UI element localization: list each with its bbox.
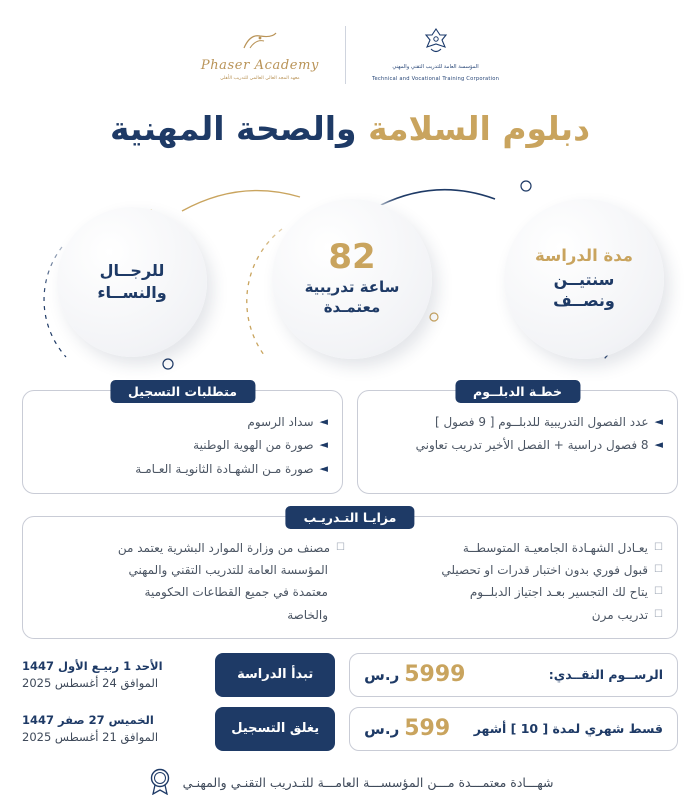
circle-hours-value: 82 — [328, 237, 376, 278]
list-item — [355, 581, 663, 603]
list-item — [37, 559, 345, 581]
list-item — [355, 559, 663, 581]
panel-training-benefits — [22, 510, 678, 639]
list-item — [355, 604, 663, 626]
phaser-academy-logo-icon — [240, 30, 280, 56]
square-bullet-icon: ☐ — [654, 608, 663, 620]
info-panels — [0, 383, 700, 494]
study-start-dates — [22, 653, 207, 697]
plan-item-1: عدد الفصول التدريبية للدبلــوم [ 9 فصول ] — [434, 414, 649, 429]
title-part-2: والصحة المهنية — [109, 109, 357, 148]
benefits-left-column — [37, 537, 345, 626]
req-item-3: صورة مـن الشهـادة الثانويـة العـامـة — [135, 461, 314, 476]
study-start-gregorian: الموافق 24 أغسطس 2025 — [22, 675, 159, 690]
square-bullet-icon: ☐ — [654, 564, 663, 576]
registration-close-dates — [22, 707, 207, 751]
benefit-right-3: يتاح لك التجسير بعـد اجتياز الدبلــوم — [469, 585, 649, 600]
benefit-right-4: تدريب مرن — [591, 607, 649, 622]
list-item — [37, 411, 328, 434]
academy-subtitle: معهد المجد العالي العالمي للتدريب الأهلي — [220, 75, 300, 81]
tvtc-caption-en: Technical and Vocational Training Corporation — [371, 76, 500, 82]
circle-hours — [272, 199, 432, 359]
dates-section — [22, 653, 335, 751]
registration-close-hijri: الخميس 27 صفر 1447 — [22, 712, 154, 727]
tvtc-logo-icon — [419, 26, 453, 60]
list-item — [37, 604, 345, 626]
square-bullet-icon: ☐ — [654, 542, 663, 554]
cash-fee-value-group — [364, 662, 465, 687]
cash-fee-label: الرســوم النقــدي: — [548, 667, 663, 683]
panel-benefits-title: مزايـا التـدريـب — [286, 506, 415, 529]
panel-registration-requirements — [22, 383, 343, 494]
header-logos — [0, 0, 700, 92]
list-item — [37, 581, 345, 603]
certified-badge-icon — [147, 767, 173, 799]
study-start-row — [22, 653, 335, 697]
study-start-hijri: الأحد 1 ربيـع الأول 1447 — [22, 658, 163, 673]
circle-duration-line2: ونصــف — [553, 291, 615, 311]
benefit-right-2: قبول فوري بدون اختبار قدرات او تحصيلي — [441, 563, 649, 578]
bullet-icon: ◄ — [654, 438, 663, 452]
benefit-right-1: يعـادل الشهـادة الجامعيـة المتوسطــة — [462, 541, 649, 556]
list-item — [372, 411, 663, 434]
fees-and-dates — [0, 653, 700, 751]
page-title — [0, 108, 700, 151]
circle-duration-head: مدة الدراسة — [535, 245, 634, 265]
bullet-icon: ◄ — [319, 461, 328, 475]
monthly-fee-value: 599 — [404, 716, 451, 742]
fees-section — [349, 653, 678, 751]
list-item — [37, 458, 328, 481]
monthly-fee-label: قسط شهري لمدة [ 10 ] أشهر — [473, 721, 663, 737]
monthly-fee-box — [349, 707, 678, 751]
req-item-1: سداد الرسوم — [247, 414, 314, 429]
square-bullet-icon: ☐ — [336, 542, 345, 554]
list-item — [37, 537, 345, 559]
benefit-left-4: والخاصة — [287, 607, 328, 622]
benefit-left-1: مصنف من وزارة الموارد البشرية يعتمد من — [117, 541, 331, 556]
academy-name: Phaser Academy — [200, 57, 319, 73]
circle-hours-line2: معتمـدة — [323, 298, 381, 317]
registration-close-button[interactable]: يغلق التسجيل — [215, 707, 335, 751]
circle-audience — [57, 207, 207, 357]
cash-fee-box — [349, 653, 678, 697]
benefits-right-column — [355, 537, 663, 626]
riyal-icon: ر.س — [364, 719, 400, 738]
benefit-left-3: معتمدة في جميع القطاعات الحكومية — [144, 585, 328, 600]
academy-logo — [175, 30, 345, 81]
registration-close-row — [22, 707, 335, 751]
tvtc-caption-ar: المؤسسة العامة للتدريب التقني والمهني — [392, 64, 479, 71]
panel-diploma-plan-title: خطـة الدبلــوم — [455, 380, 580, 403]
footer — [0, 767, 700, 799]
circle-duration-line1: سنتيــن — [553, 269, 615, 289]
circle-audience-line2: والنســاء — [97, 282, 167, 302]
circle-audience-line1: للرجــال — [99, 261, 165, 281]
list-item — [355, 537, 663, 559]
panel-diploma-plan — [357, 383, 678, 494]
footer-text: شهـــادة معتمـــدة مـــن المؤسســـة العامـــة للتـدريب التقنـي والمهنـي — [182, 775, 554, 791]
tvtc-logo — [345, 26, 525, 84]
highlight-circles — [0, 169, 700, 384]
title-part-1: دبلوم السلامة — [368, 109, 591, 148]
benefit-left-2: المؤسسة العامة للتدريب التقني والمهني — [128, 563, 328, 578]
study-start-button[interactable]: تبدأ الدراسة — [215, 653, 335, 697]
square-bullet-icon: ☐ — [654, 586, 663, 598]
panel-registration-title: متطلبات التسجيل — [110, 380, 255, 403]
list-item — [372, 434, 663, 457]
bullet-icon: ◄ — [319, 438, 328, 452]
circle-duration — [504, 199, 664, 359]
req-item-2: صورة من الهوية الوطنية — [193, 438, 314, 453]
benefits-row — [0, 510, 700, 639]
registration-close-gregorian: الموافق 21 أغسطس 2025 — [22, 729, 159, 744]
monthly-fee-value-group — [364, 716, 450, 741]
bullet-icon: ◄ — [654, 414, 663, 428]
list-item — [37, 434, 328, 457]
circle-hours-line1: ساعة تدريبية — [304, 278, 400, 297]
cash-fee-value: 5999 — [404, 662, 466, 688]
riyal-icon: ر.س — [364, 665, 400, 684]
plan-item-2: 8 فصول دراسية + الفصل الأخير تدريب تعاوني — [415, 438, 649, 453]
bullet-icon: ◄ — [319, 414, 328, 428]
